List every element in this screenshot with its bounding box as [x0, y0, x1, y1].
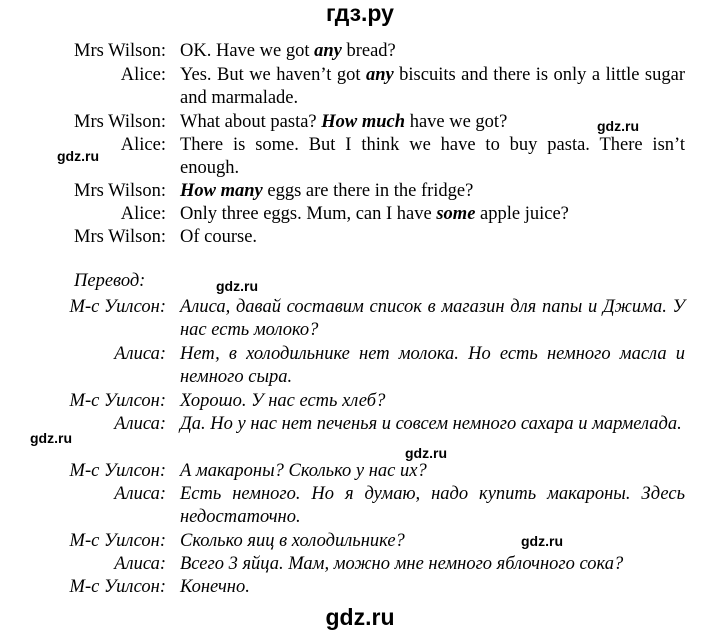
line-text: Хорошо. У нас есть хлеб?: [180, 391, 386, 411]
speaker-name: Alice:: [120, 65, 166, 85]
speaker-name: Mrs Wilson:: [74, 227, 166, 247]
line-text: How many eggs are there in the fridge?: [180, 181, 474, 201]
line-text: Only three eggs. Mum, can I have some apple juice?: [180, 204, 569, 224]
line-text: Нет, в холодильнике нет молока. Но есть немного масла и немного сыра.: [180, 344, 685, 387]
emphasized-word: any: [365, 65, 394, 85]
line-text: Всего 3 яйца. Мам, можно мне немного яблочного сока?: [180, 554, 624, 574]
speaker-name: Alice:: [120, 135, 166, 155]
watermark: gdz.ru: [216, 278, 258, 294]
speaker-name: М-с Уилсон:: [69, 461, 166, 481]
speaker-name: Алиса:: [114, 554, 166, 574]
speaker-name: Mrs Wilson:: [74, 112, 166, 132]
line-text: Да. Но у нас нет печенья и совсем немного сахара и мармелада.: [180, 414, 682, 434]
speaker-name: М-с Уилсон:: [69, 577, 166, 597]
site-footer: gdz.ru: [325, 604, 395, 630]
emphasized-word: How much: [321, 112, 406, 132]
emphasized-word: any: [314, 41, 342, 61]
line-text: What about pasta? How much have we got?: [180, 112, 508, 132]
line-text: Of course.: [180, 227, 258, 247]
line-text: Есть немного. Но я думаю, надо купить макароны. Здесь недостаточно.: [180, 484, 685, 527]
watermark: gdz.ru: [405, 445, 447, 461]
speaker-name: М-с Уилсон:: [69, 531, 166, 551]
speaker-name: Алиса:: [114, 484, 166, 504]
line-text: There is some. But I think we have to buy pasta. There isn’t enough.: [180, 135, 685, 178]
line-text: Алиса, давай составим список в магазин для папы и Джима. У нас есть молоко?: [180, 297, 685, 340]
watermark: gdz.ru: [597, 118, 639, 134]
emphasized-word: How many: [180, 181, 263, 201]
speaker-name: М-с Уилсон:: [69, 297, 166, 317]
site-header: гдз.ру: [326, 0, 394, 26]
speaker-name: Алиса:: [114, 414, 166, 434]
line-text: OK. Have we got any bread?: [180, 41, 396, 61]
line-text: Конечно.: [180, 577, 250, 597]
speaker-name: Alice:: [120, 204, 166, 224]
speaker-name: М-с Уилсон:: [69, 391, 166, 411]
speaker-name: Алиса:: [114, 344, 166, 364]
watermark: gdz.ru: [30, 430, 72, 446]
speaker-name: Mrs Wilson:: [74, 41, 166, 61]
line-text: Сколько яиц в холодильнике?: [180, 531, 405, 551]
watermark: gdz.ru: [57, 148, 99, 164]
line-text: А макароны? Сколько у нас их?: [180, 461, 427, 481]
watermark: gdz.ru: [521, 533, 563, 549]
line-text: Yes. But we haven’t got any biscuits and there is only a little sugar and marmalade.: [180, 65, 686, 108]
speaker-name: Mrs Wilson:: [74, 181, 166, 201]
translation-label: Перевод:: [74, 271, 146, 291]
emphasized-word: some: [436, 204, 476, 224]
